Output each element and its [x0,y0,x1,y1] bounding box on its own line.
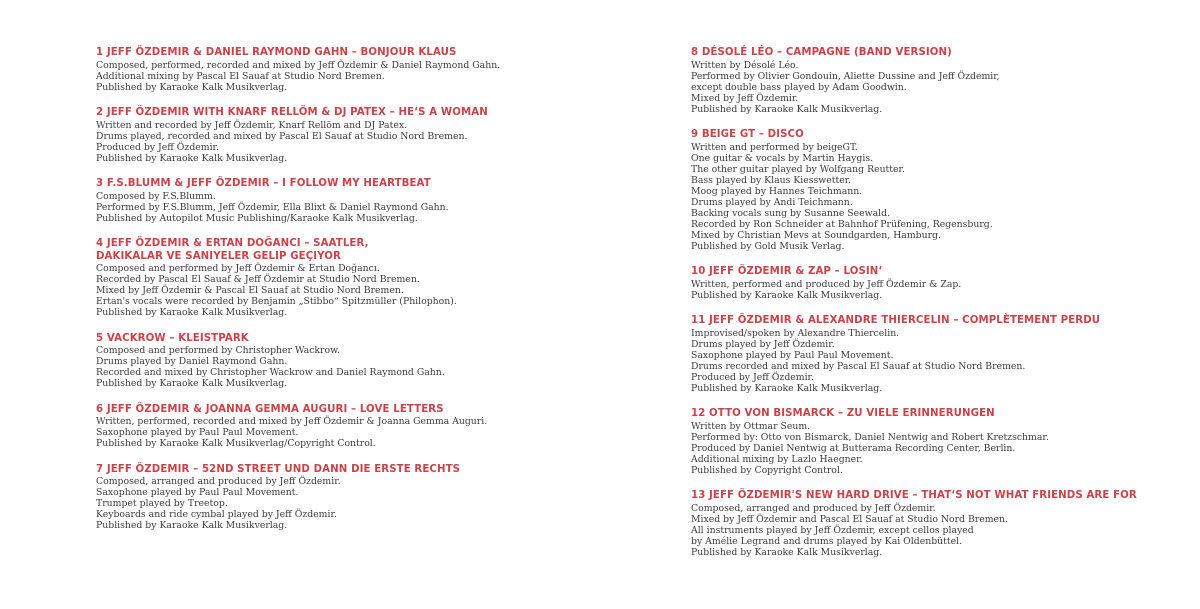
credit-line: Drums played, recorded and mixed by Pascal El Sauaf at Studio Nord Bremen. [96,130,468,142]
track-credit [96,107,576,164]
credit-line: Drums played by Daniel Raymond Gahn. [96,356,288,367]
track-title: 9 BEIGE GT – DISCO [691,129,804,140]
credit-line: Additional mixing by Lazlo Haegner. [691,453,863,465]
credit-line: Written and performed by beigeGT. [691,141,858,153]
credit-line: All instruments played by Jeff Özdemir, except cellos played [691,524,974,536]
credit-line: Additional mixing by Pascal El Sauaf at Studio Nord Bremen. [96,70,385,82]
track-title: 5 VACKROW – KLEISTPARK [96,332,249,344]
credit-line: Mixed by Jeff Özdemir & Pascal El Sauaf at Studio Nord Bremen. [96,285,404,296]
credit-line: Recorded and mixed by Christopher Wackrow and Daniel Raymond Gahn. [96,367,445,378]
credit-line: The other guitar played by Wolfgang Reutter. [691,163,905,175]
credit-line: Published by Karaoke Kalk Musikverlag. [96,81,288,93]
track-credit [691,129,1181,252]
track-title: 12 OTTO VON BISMARCK – ZU VIELE ERINNERUNGEN [691,408,995,419]
credit-line: Performed by F.S.Blumm, Jeff Özdemir, Ella Blixt & Daniel Raymond Gahn. [96,201,449,213]
credit-line: Published by Karaoke Kalk Musikverlag. [691,546,883,558]
credit-line: Published by Karaoke Kalk Musikverlag. [691,382,883,394]
credit-line: Recorded by Pascal El Sauaf & Jeff Özdemir at Studio Nord Bremen. [96,274,420,285]
track-credit [691,490,1181,558]
credit-line: Drums played by Jeff Özdemir. [691,338,835,350]
credit-line: Saxophone played by Paul Paul Movement. [96,427,299,438]
track-title: 10 JEFF ÖZDEMIR & ZAP – LOSIN‘ [691,266,883,277]
credit-line: Mixed by Jeff Özdemir and Pascal El Sauaf at Studio Nord Bremen. [691,513,1008,525]
credit-line: One guitar & vocals by Martin Haygis. [691,152,874,164]
credit-line: Published by Karaoke Kalk Musikverlag. [96,152,288,164]
credit-line: Published by Autopilot Music Publishing/Karaoke Kalk Musikverlag. [96,212,418,224]
credit-line: Drums recorded and mixed by Pascal El Sauaf at Studio Nord Bremen. [691,360,1026,372]
credit-line: Bass played by Klaus Kiesswetter. [691,174,852,186]
track-credit [96,178,576,224]
credit-line: Written, performed and produced by Jeff Özdemir & Zap. [691,278,962,290]
credit-line: Saxophone played by Paul Paul Movement. [96,487,299,498]
credit-line: Recorded by Ron Schneider at Bahnhof Prüfening, Regensburg. [691,218,993,230]
credit-line: Backing vocals sung by Susanne Seewald. [691,207,891,219]
credit-line: Published by Karaoke Kalk Musikverlag. [96,378,288,389]
track-credit [96,464,576,532]
credit-line: except double bass played by Adam Goodwin. [691,81,907,93]
credit-line: Performed by Olivier Gondouin, Aliette Dussine and Jeff Özdemir, [691,70,1000,82]
credit-line: Composed, performed, recorded and mixed by Jeff Özdemir & Daniel Raymond Gahn. [96,59,501,71]
credit-line: Produced by Daniel Nentwig at Butterama Recording Center, Berlin. [691,442,1016,454]
credit-line: Published by Karaoke Kalk Musikverlag. [96,520,288,531]
track-credit [691,408,1181,476]
credit-line: Published by Karaoke Kalk Musikverlag. [96,307,288,318]
credit-line: Published by Karaoke Kalk Musikverlag/Copyright Control. [96,438,376,449]
credit-line: Written by Désolé Léo. [691,59,799,71]
track-credit [96,47,576,93]
track-title: 13 JEFF ÖZDEMIR'S NEW HARD DRIVE – THAT‘S NOT WHAT FRIENDS ARE FOR [691,490,1137,501]
credit-line: Published by Gold Musik Verlag. [691,240,845,252]
left-column [96,47,576,546]
credit-line: Saxophone played by Paul Paul Movement. [691,349,894,361]
track-credit [691,266,1181,301]
credit-line: Produced by Jeff Özdemir. [691,371,814,383]
credit-line: Keyboards and ride cymbal played by Jeff Özdemir. [96,509,337,520]
credit-line: by Amélie Legrand and drums played by Kai Oldenbüttel. [691,535,963,547]
credit-line: Mixed by Jeff Özdemir. [691,92,799,104]
track-credit [96,238,576,318]
credit-line: Published by Karaoke Kalk Musikverlag. [691,103,883,115]
credit-line: Mixed by Christian Mevs at Soundgarden, Hamburg. [691,229,941,241]
track-title: 1 JEFF ÖZDEMIR & DANIEL RAYMOND GAHN – BONJOUR KLAUS [96,47,457,58]
track-credit [96,404,576,450]
credit-line: Composed, arranged and produced by Jeff Özdemir. [691,502,936,514]
credit-line: Composed and performed by Jeff Özdemir & Ertan Doğancı. [96,263,380,274]
credit-line: Drums played by Andi Teichmann. [691,196,853,208]
track-credit [691,315,1181,394]
right-column [691,47,1181,572]
credit-line: Composed by F.S.Blumm. [96,190,216,202]
credit-line: Ertan's vocals were recorded by Benjamin „Stibbo“ Spitzmüller (Philophon). [96,296,457,307]
track-title: 8 DÉSOLÉ LÉO – CAMPAGNE (BAND VERSION) [691,47,952,58]
credit-line: Performed by: Otto von Bismarck, Daniel Nentwig and Robert Kretzschmar. [691,431,1049,443]
credit-line: Composed, arranged and produced by Jeff Özdemir. [96,476,341,487]
credit-line: Written, performed, recorded and mixed by Jeff Özdemir & Joanna Gemma Auguri. [96,416,488,427]
credit-line: Published by Karaoke Kalk Musikverlag. [691,289,883,301]
track-title: 6 JEFF ÖZDEMIR & JOANNA GEMMA AUGURI – LOVE LETTERS [96,403,444,415]
credit-line: Produced by Jeff Özdemir. [96,141,219,153]
credit-line: Composed and performed by Christopher Wackrow. [96,345,340,356]
credit-line: Written by Ottmar Seum. [691,420,811,432]
track-title: 7 JEFF ÖZDEMIR – 52ND STREET UND DANN DIE ERSTE RECHTS [96,463,461,475]
track-credit [96,333,576,390]
credit-line: Written and recorded by Jeff Özdemir, Knarf Rellöm and DJ Patex. [96,119,408,131]
track-title: 11 JEFF ÖZDEMIR & ALEXANDRE THIERCELIN – COMPLÈTEMENT PERDU [691,315,1101,326]
track-title: 3 F.S.BLUMM & JEFF ÖZDEMIR – I FOLLOW MY HEARTBEAT [96,178,431,189]
track-title: 4 JEFF ÖZDEMIR & ERTAN DOĞANCI – SAATLER, DAKIKALAR VE SANIYELER GELIP GEÇIYOR [96,238,369,262]
credit-line: Trumpet played by Treetop. [96,498,228,509]
track-title: 2 JEFF ÖZDEMIR WITH KNARF RELLÖM & DJ PATEX – HE‘S A WOMAN [96,107,488,118]
credit-line: Published by Copyright Control. [691,464,843,476]
credit-line: Moog played by Hannes Teichmann. [691,185,863,197]
track-credit [691,47,1181,115]
credit-line: Improvised/spoken by Alexandre Thiercelin. [691,327,900,339]
